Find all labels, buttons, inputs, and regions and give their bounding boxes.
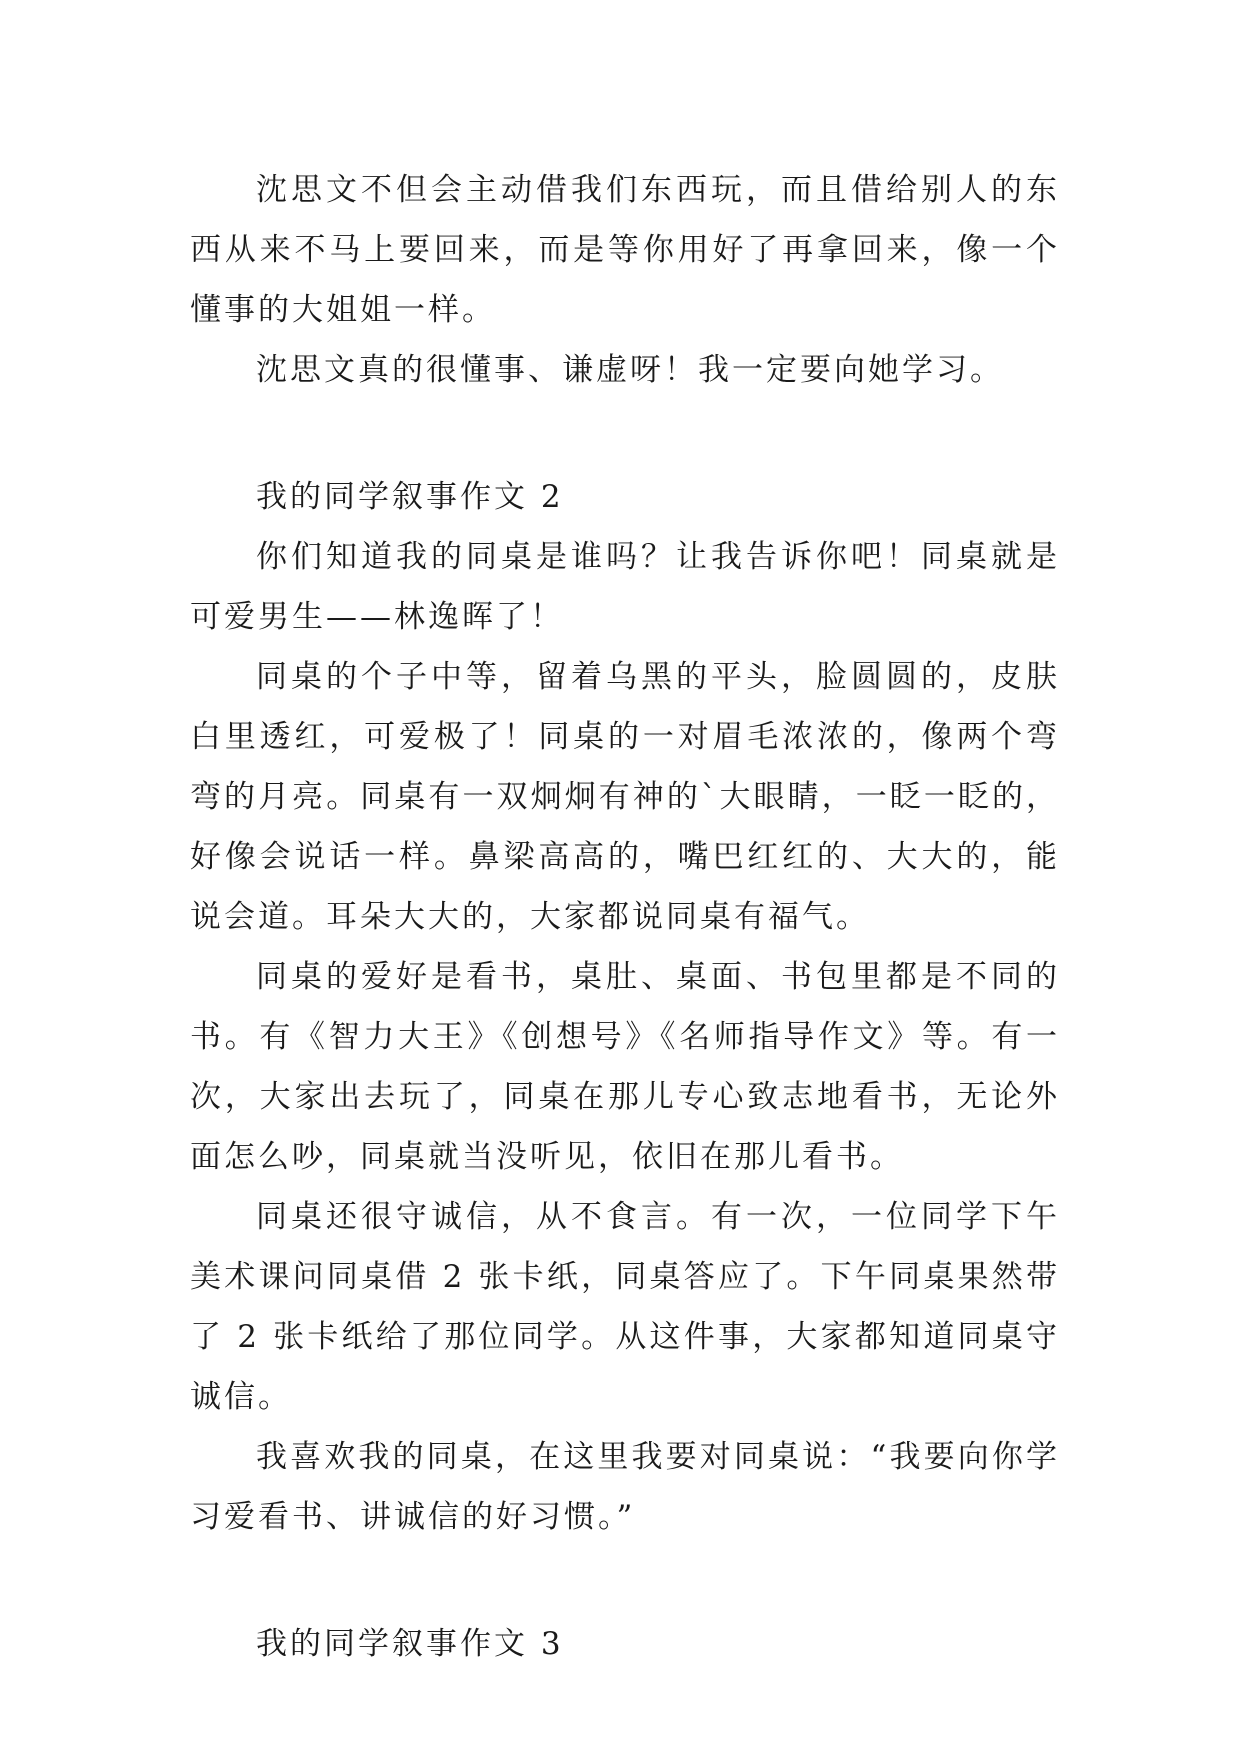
- section-heading: 我的同学叙事作文 2: [256, 479, 564, 515]
- document-body: [190, 160, 1060, 1674]
- paragraph: 同桌的爱好是看书，桌肚、桌面、书包里都是不同的书。有《智力大王》《创想号》《名师指导作文》等。有一次，大家出去玩了，同桌在那儿专心致志地看书，无论外面怎么吵，同桌就当没听见，依旧在那儿看书。: [190, 959, 1060, 1175]
- paragraph: 同桌还很守诚信，从不食言。有一次，一位同学下午美术课问同桌借 2 张卡纸，同桌答应了。下午同桌果然带了 2 张卡纸给了那位同学。从这件事，大家都知道同桌守诚信。: [190, 1199, 1060, 1415]
- paragraph: 你们知道我的同桌是谁吗？让我告诉你吧！同桌就是可爱男生——林逸晖了！: [190, 539, 1060, 635]
- paragraph: 同桌的个子中等，留着乌黑的平头，脸圆圆的，皮肤白里透红，可爱极了！同桌的一对眉毛浓浓的，像两个弯弯的月亮。同桌有一双炯炯有神的`大眼睛，一眨一眨的，好像会说话一样。鼻梁高高的，嘴巴红红的、大大的，能说会道。耳朵大大的，大家都说同桌有福气。: [190, 659, 1060, 935]
- paragraph: 我喜欢我的同桌，在这里我要对同桌说：“我要向你学习爱看书、讲诚信的好习惯。”: [190, 1439, 1060, 1535]
- section-heading: 我的同学叙事作文 3: [256, 1626, 564, 1662]
- paragraph: 沈思文不但会主动借我们东西玩，而且借给别人的东西从来不马上要回来，而是等你用好了再拿回来，像一个懂事的大姐姐一样。: [190, 172, 1060, 328]
- paragraph: 沈思文真的很懂事、谦虚呀！我一定要向她学习。: [256, 352, 1004, 388]
